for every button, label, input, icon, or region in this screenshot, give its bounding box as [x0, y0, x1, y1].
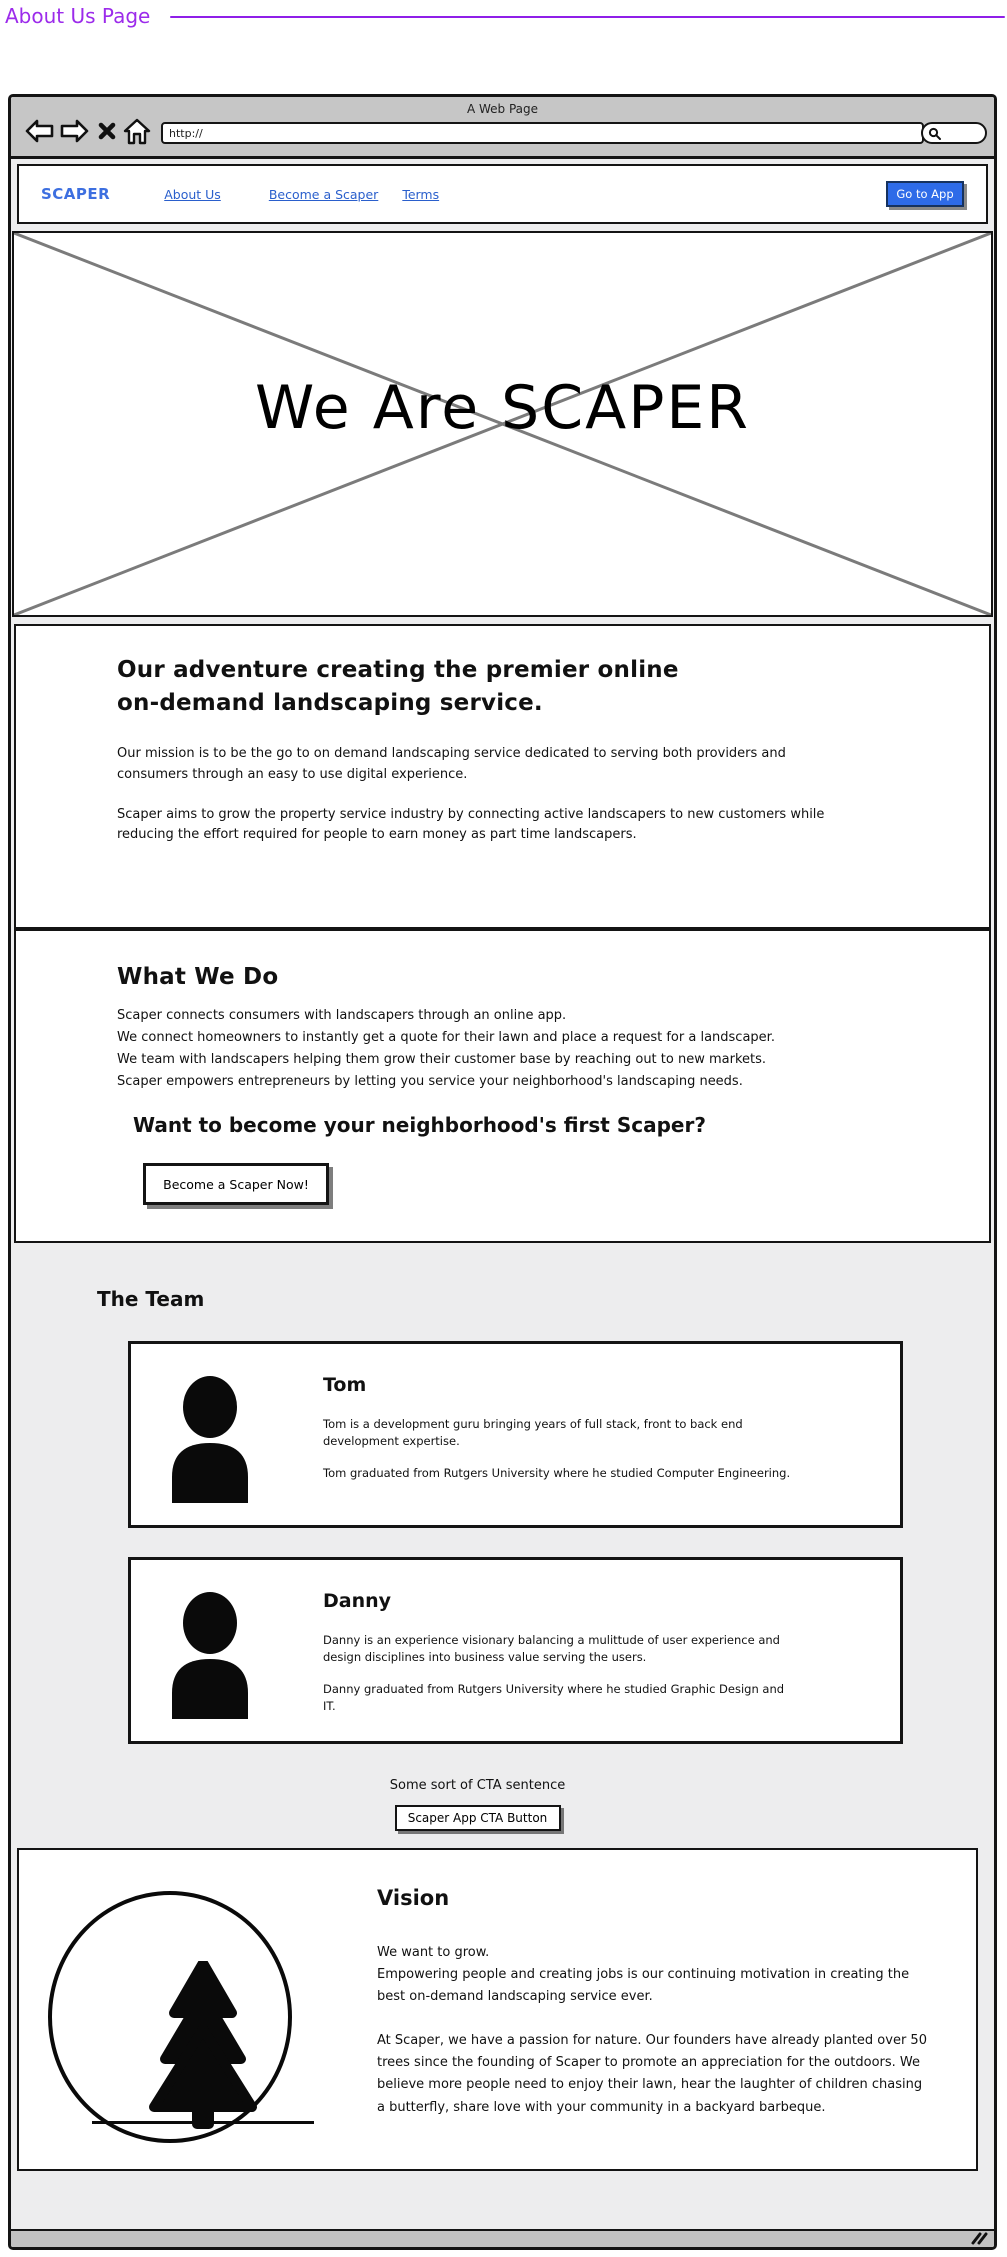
cta-button-row	[8, 1805, 969, 1831]
window-title: A Web Page	[466, 102, 539, 116]
mission-section	[14, 624, 991, 929]
nav-link-become-a-scaper[interactable]: Become a Scaper	[268, 186, 379, 202]
hero-heading: We Are SCAPER	[255, 373, 750, 443]
mission-paragraph: Our mission is to be the go to on demand landscaping service dedicated to serving both providers and consumers through an easy to use digital experience.	[117, 746, 786, 782]
home-icon[interactable]	[123, 118, 151, 145]
hero-image-placeholder	[12, 231, 993, 617]
member-bio-paragraph: Tom is a development guru bringing years of full stack, front to back end development expertise.	[323, 1417, 743, 1449]
team-member-card-danny	[128, 1557, 903, 1744]
what-we-do-body	[117, 1005, 775, 1093]
browser-window	[8, 94, 997, 2250]
pine-tree-icon	[128, 1961, 278, 2133]
mission-paragraph: Scaper aims to grow the property service industry by connecting active landscapers to new customers while reducing the effort required for people to earn money as part time landscapers.	[117, 806, 825, 843]
window-status-bar	[11, 2229, 994, 2247]
close-icon[interactable]	[97, 121, 117, 141]
become-scaper-heading: Want to become your neighborhood's first Scaper?	[133, 1113, 706, 1137]
site-logo[interactable]: SCAPER	[41, 185, 111, 203]
title-divider	[170, 16, 1005, 18]
member-bio-paragraph: Tom graduated from Rutgers University where he studied Computer Engineering.	[323, 1465, 791, 1480]
what-we-do-section	[14, 929, 991, 1243]
member-bio-paragraph: Danny graduated from Rutgers University where he studied Graphic Design and IT.	[323, 1681, 785, 1713]
vision-heading: Vision	[377, 1886, 450, 1910]
team-heading: The Team	[97, 1287, 205, 1311]
search-input[interactable]	[921, 122, 987, 144]
what-we-do-line: Scaper connects consumers with landscapers through an online app.	[117, 1008, 567, 1023]
page-content	[11, 164, 994, 2238]
member-bio	[323, 1416, 793, 1482]
url-input[interactable]	[161, 122, 924, 144]
vision-body	[377, 1942, 929, 2119]
tree-circle-frame	[48, 1891, 292, 2143]
what-we-do-line: We team with landscapers helping them grow their customer base by reaching out to new markets.	[117, 1052, 767, 1068]
person-icon	[162, 1371, 258, 1507]
vision-section	[17, 1848, 978, 2171]
back-icon[interactable]	[25, 118, 55, 144]
vision-paragraph: At Scaper, we have a passion for nature. Our founders have already planted over 50 trees since the founding of Scaper to promote an appreciation for the outdoors. We believe more people need to enjoy their lawn, hear the laughter of children chasing a butterfly, share love with your community in a backyard barbeque.	[377, 2033, 927, 2115]
cta-sentence: Some sort of CTA sentence	[389, 1778, 566, 1793]
member-bio-paragraph: Danny is an experience visionary balancing a mulittude of user experience and design disciplines into business value serving the users.	[323, 1633, 780, 1665]
page-title: About Us Page	[5, 4, 151, 28]
mission-heading: Our adventure creating the premier online on-demand landscaping service.	[117, 657, 679, 717]
nav-link-about-us[interactable]: About Us	[164, 186, 221, 202]
member-name: Tom	[323, 1374, 367, 1396]
resize-handle-icon[interactable]	[970, 2232, 989, 2245]
vision-intro-line: We want to grow.	[377, 1945, 490, 1960]
scaper-app-cta-button[interactable]: Scaper App CTA Button	[395, 1805, 561, 1831]
member-name: Danny	[323, 1590, 392, 1612]
what-we-do-line: We connect homeowners to instantly get a quote for their lawn and place a request for a landscaper.	[117, 1030, 775, 1046]
person-icon	[162, 1587, 258, 1723]
member-bio	[323, 1632, 793, 1715]
forward-icon[interactable]	[59, 118, 89, 144]
browser-chrome	[11, 97, 994, 159]
team-member-card-tom	[128, 1341, 903, 1528]
go-to-app-button[interactable]: Go to App	[886, 181, 964, 207]
what-we-do-line: Scaper empowers entrepreneurs by letting you service your neighborhood's landscaping needs.	[117, 1074, 743, 1090]
mission-body	[117, 744, 847, 846]
what-we-do-heading: What We Do	[117, 964, 279, 990]
site-navbar	[17, 164, 988, 224]
vision-paragraph: Empowering people and creating jobs is our continuing motivation in creating the best on-demand landscaping service ever.	[377, 1967, 910, 2005]
become-a-scaper-button[interactable]: Become a Scaper Now!	[143, 1163, 329, 1205]
nav-link-terms[interactable]: Terms	[402, 186, 440, 202]
